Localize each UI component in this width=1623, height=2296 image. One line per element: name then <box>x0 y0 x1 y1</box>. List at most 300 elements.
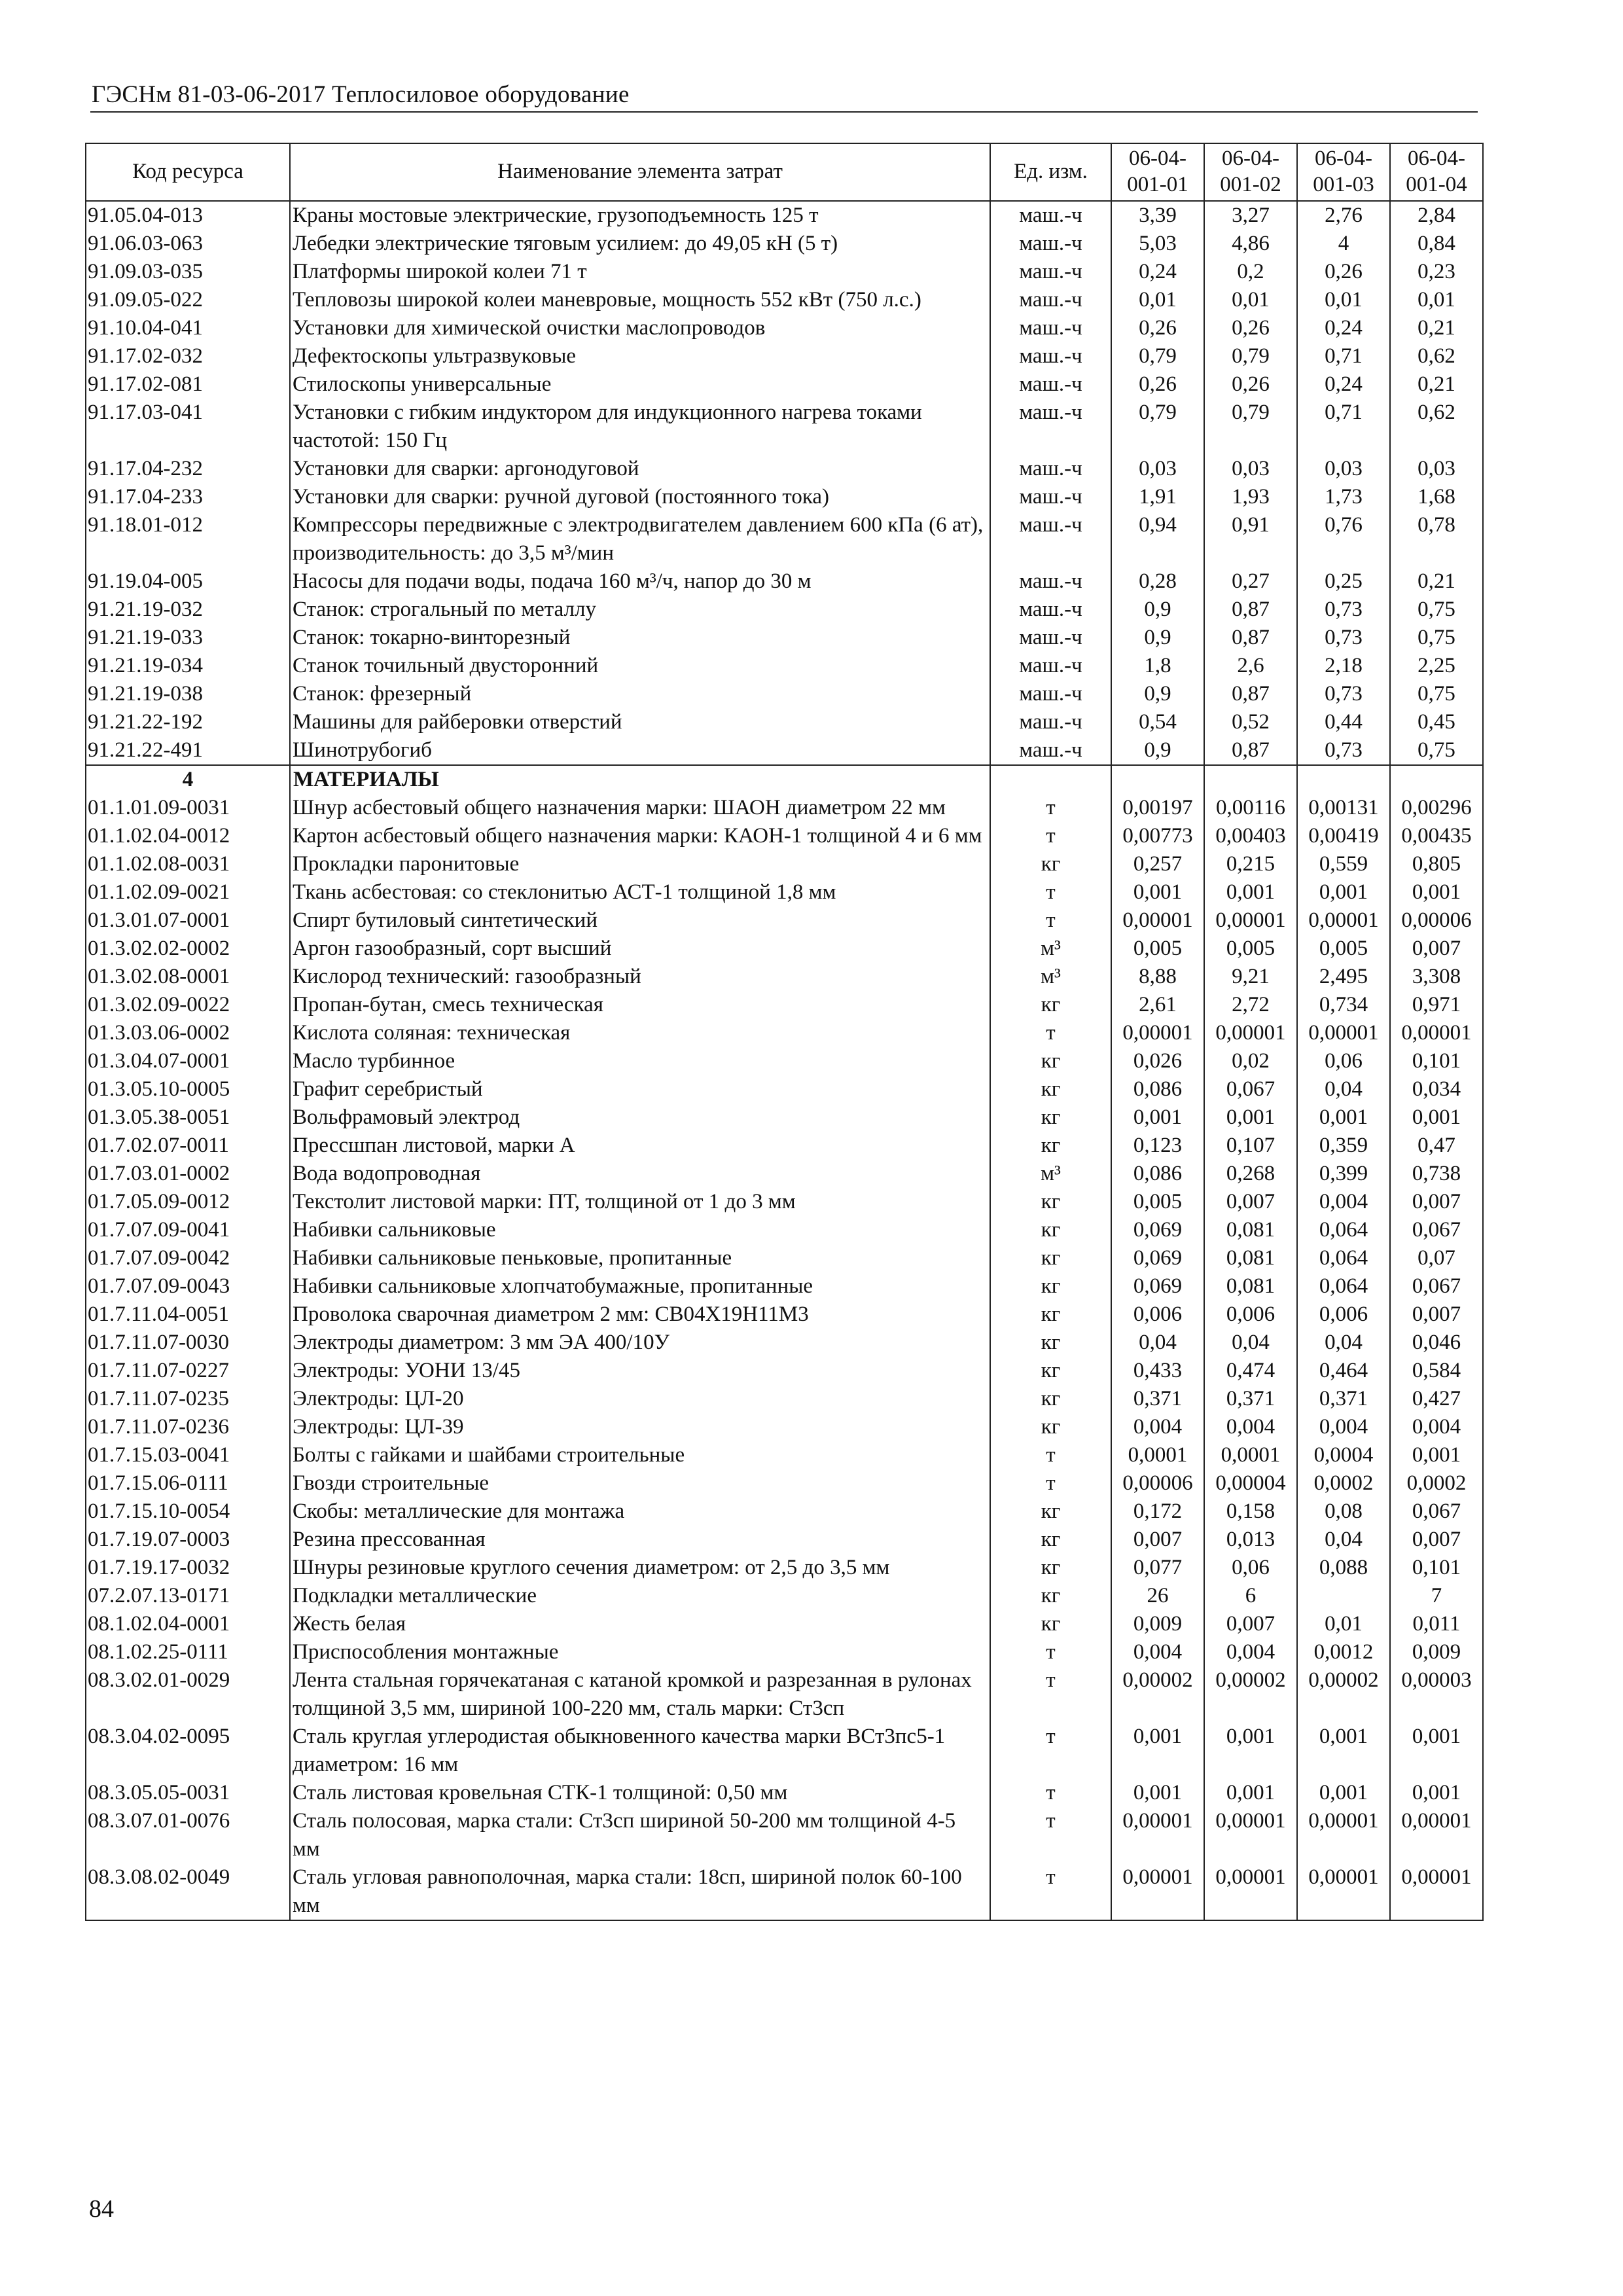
value-cell: 0,00403 <box>1204 822 1297 850</box>
value-cell: 0,00131 <box>1297 794 1390 822</box>
table-row <box>86 1385 1483 1413</box>
value-cell: 0,94 <box>1111 511 1204 567</box>
resource-code: 01.1.01.09-0031 <box>86 794 290 822</box>
unit-cell: маш.-ч <box>990 680 1111 708</box>
value-cell: 3,308 <box>1390 963 1483 991</box>
resource-code: 01.7.11.07-0030 <box>86 1329 290 1357</box>
resource-code: 08.1.02.04-0001 <box>86 1610 290 1638</box>
resource-name: Дефектоскопы ультразвуковые <box>290 342 990 370</box>
unit-cell: маш.-ч <box>990 314 1111 342</box>
table-row <box>86 399 1483 455</box>
unit-cell: кг <box>990 1103 1111 1132</box>
value-cell: 0,21 <box>1390 370 1483 399</box>
value-cell: 0,24 <box>1111 258 1204 286</box>
value-cell: 0,0001 <box>1204 1441 1297 1469</box>
value-cell: 0,24 <box>1297 370 1390 399</box>
unit-cell: маш.-ч <box>990 399 1111 455</box>
table-row <box>86 1723 1483 1779</box>
resource-code: 01.7.19.07-0003 <box>86 1526 290 1554</box>
resource-code: 01.7.02.07-0011 <box>86 1132 290 1160</box>
value-cell: 0,03 <box>1297 455 1390 483</box>
value-cell: 0,01 <box>1297 1610 1390 1638</box>
value-cell: 0,001 <box>1204 1103 1297 1132</box>
resource-name: Набивки сальниковые <box>290 1216 990 1244</box>
section-number: 4 <box>86 765 290 794</box>
table-row <box>86 963 1483 991</box>
table-row <box>86 1188 1483 1216</box>
value-cell: 0,007 <box>1390 1188 1483 1216</box>
value-cell: 0,001 <box>1297 1779 1390 1807</box>
value-cell: 0,00001 <box>1297 1863 1390 1920</box>
value-cell: 0,06 <box>1297 1047 1390 1075</box>
column-header: Наименование элемента затрат <box>290 143 990 201</box>
unit-cell: м³ <box>990 963 1111 991</box>
value-cell: 0,26 <box>1204 370 1297 399</box>
value-cell: 3,39 <box>1111 201 1204 230</box>
value-cell: 0,268 <box>1204 1160 1297 1188</box>
resource-code: 08.1.02.25-0111 <box>86 1638 290 1666</box>
value-cell: 0,00001 <box>1297 906 1390 935</box>
value-cell: 6 <box>1204 1582 1297 1610</box>
value-cell: 0,0002 <box>1390 1469 1483 1498</box>
value-cell: 0,001 <box>1297 878 1390 906</box>
resource-name: Платформы широкой колеи 71 т <box>290 258 990 286</box>
value-cell: 0,00001 <box>1204 906 1297 935</box>
unit-cell: маш.-ч <box>990 483 1111 511</box>
resource-name: Стилоскопы универсальные <box>290 370 990 399</box>
value-cell: 1,73 <box>1297 483 1390 511</box>
resource-code: 01.3.02.09-0022 <box>86 991 290 1019</box>
resource-name: Компрессоры передвижные с электродвигателем давлением 600 кПа (6 ат), производительность: до 3,5 м³/мин <box>290 511 990 567</box>
value-cell: 0,067 <box>1390 1216 1483 1244</box>
value-cell: 0,399 <box>1297 1160 1390 1188</box>
value-cell: 0,009 <box>1111 1610 1204 1638</box>
resource-name: Электроды диаметром: 3 мм ЭА 400/10У <box>290 1329 990 1357</box>
resource-code: 01.3.04.07-0001 <box>86 1047 290 1075</box>
value-cell: 0,001 <box>1390 1441 1483 1469</box>
table-row <box>86 794 1483 822</box>
resource-table <box>85 143 1484 1921</box>
unit-cell: кг <box>990 1385 1111 1413</box>
table-row <box>86 1132 1483 1160</box>
resource-code: 91.17.02-032 <box>86 342 290 370</box>
value-cell: 0,00001 <box>1390 1807 1483 1863</box>
resource-name: Станок точильный двусторонний <box>290 652 990 680</box>
value-cell: 0,45 <box>1390 708 1483 736</box>
resource-name: Электроды: ЦЛ-39 <box>290 1413 990 1441</box>
value-cell: 0,005 <box>1297 935 1390 963</box>
value-cell: 0,00197 <box>1111 794 1204 822</box>
unit-cell: маш.-ч <box>990 567 1111 596</box>
value-cell: 0,004 <box>1390 1413 1483 1441</box>
resource-name: Установки для сварки: аргонодуговой <box>290 455 990 483</box>
resource-name: Сталь полосовая, марка стали: Ст3сп шириной 50-200 мм толщиной 4-5 мм <box>290 1807 990 1863</box>
resource-name: Скобы: металлические для монтажа <box>290 1498 990 1526</box>
unit-cell: маш.-ч <box>990 342 1111 370</box>
value-cell: 0,001 <box>1297 1723 1390 1779</box>
value-cell: 0,00006 <box>1111 1469 1204 1498</box>
value-cell: 0,433 <box>1111 1357 1204 1385</box>
resource-code: 01.7.05.09-0012 <box>86 1188 290 1216</box>
resource-name: Машины для райберовки отверстий <box>290 708 990 736</box>
value-cell: 0,064 <box>1297 1216 1390 1244</box>
value-cell: 0,00001 <box>1390 1019 1483 1047</box>
value-cell: 7 <box>1390 1582 1483 1610</box>
value-cell: 0,007 <box>1390 1300 1483 1329</box>
value-cell: 0,001 <box>1204 1723 1297 1779</box>
resource-name: Кислота соляная: техническая <box>290 1019 990 1047</box>
value-cell: 0,464 <box>1297 1357 1390 1385</box>
value-cell: 0,26 <box>1297 258 1390 286</box>
value-cell: 4 <box>1297 230 1390 258</box>
value-cell: 0,73 <box>1297 736 1390 765</box>
value-cell: 0,158 <box>1204 1498 1297 1526</box>
resource-code: 91.21.22-192 <box>86 708 290 736</box>
resource-name: Сталь угловая равнополочная, марка стали: 18сп, шириной полок 60-100 мм <box>290 1863 990 1920</box>
value-cell: 0,067 <box>1390 1272 1483 1300</box>
unit-cell: т <box>990 1723 1111 1779</box>
value-cell: 0,069 <box>1111 1272 1204 1300</box>
unit-cell: кг <box>990 1272 1111 1300</box>
table-row <box>86 1666 1483 1723</box>
value-cell: 0,001 <box>1390 878 1483 906</box>
value-cell: 0,001 <box>1390 1723 1483 1779</box>
unit-cell: кг <box>990 1526 1111 1554</box>
value-cell: 0,00001 <box>1297 1019 1390 1047</box>
unit-cell: т <box>990 1779 1111 1807</box>
resource-code: 91.21.19-033 <box>86 624 290 652</box>
value-cell: 0,26 <box>1111 370 1204 399</box>
unit-cell: т <box>990 1863 1111 1920</box>
resource-name: Вода водопроводная <box>290 1160 990 1188</box>
value-cell: 0,006 <box>1204 1300 1297 1329</box>
empty-cell <box>1297 765 1390 794</box>
value-cell: 0,101 <box>1390 1554 1483 1582</box>
value-cell: 0,00006 <box>1390 906 1483 935</box>
value-cell: 0,03 <box>1111 455 1204 483</box>
column-header: 06-04-001-02 <box>1204 143 1297 201</box>
value-cell: 2,6 <box>1204 652 1297 680</box>
table-row <box>86 1610 1483 1638</box>
resource-code: 91.21.19-032 <box>86 596 290 624</box>
resource-code: 91.17.03-041 <box>86 399 290 455</box>
value-cell: 0,24 <box>1297 314 1390 342</box>
unit-cell: маш.-ч <box>990 286 1111 314</box>
value-cell: 0,00001 <box>1204 1019 1297 1047</box>
unit-cell: кг <box>990 1047 1111 1075</box>
value-cell: 0,08 <box>1297 1498 1390 1526</box>
table-row <box>86 483 1483 511</box>
resource-code: 01.7.19.17-0032 <box>86 1554 290 1582</box>
page-header <box>90 77 1478 113</box>
unit-cell: кг <box>990 1300 1111 1329</box>
table-row <box>86 935 1483 963</box>
value-cell: 0,03 <box>1204 455 1297 483</box>
table-row <box>86 1103 1483 1132</box>
value-cell: 0,107 <box>1204 1132 1297 1160</box>
value-cell: 0,01 <box>1297 286 1390 314</box>
resource-code: 01.3.03.06-0002 <box>86 1019 290 1047</box>
value-cell: 0,005 <box>1204 935 1297 963</box>
resource-name: Вольфрамовый электрод <box>290 1103 990 1132</box>
resource-code: 91.10.04-041 <box>86 314 290 342</box>
value-cell: 0,78 <box>1390 511 1483 567</box>
value-cell: 0,0004 <box>1297 1441 1390 1469</box>
resource-code: 08.3.07.01-0076 <box>86 1807 290 1863</box>
value-cell: 1,91 <box>1111 483 1204 511</box>
document-title: ГЭСНм 81-03-06-2017 Теплосиловое оборудование <box>92 81 630 108</box>
unit-cell: т <box>990 1019 1111 1047</box>
resource-name: Электроды: ЦЛ-20 <box>290 1385 990 1413</box>
resource-code: 08.3.02.01-0029 <box>86 1666 290 1723</box>
value-cell: 0,081 <box>1204 1244 1297 1272</box>
unit-cell: маш.-ч <box>990 652 1111 680</box>
section-title: МАТЕРИАЛЫ <box>290 765 990 794</box>
value-cell: 0,026 <box>1111 1047 1204 1075</box>
value-cell: 0,427 <box>1390 1385 1483 1413</box>
value-cell: 0,73 <box>1297 596 1390 624</box>
value-cell: 1,68 <box>1390 483 1483 511</box>
value-cell: 0,21 <box>1390 314 1483 342</box>
value-cell: 0,21 <box>1390 567 1483 596</box>
value-cell: 0,013 <box>1204 1526 1297 1554</box>
table-row <box>86 1582 1483 1610</box>
resource-name: Лебедки электрические тяговым усилием: до 49,05 кН (5 т) <box>290 230 990 258</box>
unit-cell: кг <box>990 1188 1111 1216</box>
value-cell: 0,00419 <box>1297 822 1390 850</box>
resource-code: 91.21.19-034 <box>86 652 290 680</box>
value-cell: 0,9 <box>1111 596 1204 624</box>
value-cell: 0,00001 <box>1111 1019 1204 1047</box>
value-cell: 2,18 <box>1297 652 1390 680</box>
resource-name: Электроды: УОНИ 13/45 <box>290 1357 990 1385</box>
resource-code: 01.7.07.09-0043 <box>86 1272 290 1300</box>
value-cell: 0,06 <box>1204 1554 1297 1582</box>
resource-code: 01.7.03.01-0002 <box>86 1160 290 1188</box>
value-cell: 0,00001 <box>1111 906 1204 935</box>
value-cell: 0,001 <box>1111 1779 1204 1807</box>
value-cell: 0,001 <box>1390 1779 1483 1807</box>
table-row <box>86 286 1483 314</box>
value-cell: 0,001 <box>1204 1779 1297 1807</box>
unit-cell: м³ <box>990 1160 1111 1188</box>
value-cell: 0,00002 <box>1204 1666 1297 1723</box>
resource-code: 01.1.02.04-0012 <box>86 822 290 850</box>
resource-code: 91.17.04-232 <box>86 455 290 483</box>
value-cell: 0,75 <box>1390 624 1483 652</box>
column-header: 06-04-001-03 <box>1297 143 1390 201</box>
value-cell: 0,004 <box>1204 1638 1297 1666</box>
resource-name: Пропан-бутан, смесь техническая <box>290 991 990 1019</box>
table-row <box>86 1047 1483 1075</box>
value-cell: 0,27 <box>1204 567 1297 596</box>
resource-code: 91.17.04-233 <box>86 483 290 511</box>
unit-cell: маш.-ч <box>990 511 1111 567</box>
table-row <box>86 201 1483 230</box>
table-row <box>86 596 1483 624</box>
value-cell: 0,26 <box>1204 314 1297 342</box>
table-row <box>86 314 1483 342</box>
page-number: 84 <box>89 2195 114 2223</box>
value-cell: 0,371 <box>1297 1385 1390 1413</box>
value-cell: 2,72 <box>1204 991 1297 1019</box>
value-cell: 0,081 <box>1204 1216 1297 1244</box>
column-header: Код ресурса <box>86 143 290 201</box>
value-cell: 26 <box>1111 1582 1204 1610</box>
value-cell: 0,00116 <box>1204 794 1297 822</box>
value-cell: 0,47 <box>1390 1132 1483 1160</box>
unit-cell: маш.-ч <box>990 624 1111 652</box>
unit-cell: кг <box>990 1357 1111 1385</box>
resource-name: Шнуры резиновые круглого сечения диаметром: от 2,5 до 3,5 мм <box>290 1554 990 1582</box>
value-cell: 0,086 <box>1111 1075 1204 1103</box>
value-cell: 0,734 <box>1297 991 1390 1019</box>
value-cell: 0,007 <box>1204 1610 1297 1638</box>
table-row <box>86 1272 1483 1300</box>
unit-cell: м³ <box>990 935 1111 963</box>
value-cell: 0,001 <box>1111 1103 1204 1132</box>
table-row <box>86 258 1483 286</box>
resource-code: 91.18.01-012 <box>86 511 290 567</box>
resource-name: Станок: токарно-винторезный <box>290 624 990 652</box>
value-cell: 8,88 <box>1111 963 1204 991</box>
value-cell: 0,91 <box>1204 511 1297 567</box>
resource-name: Лента стальная горячекатаная с катаной кромкой и разрезанная в рулонах толщиной 3,5 мм, шириной 100-220 мм, сталь марки: Ст3сп <box>290 1666 990 1723</box>
resource-code: 01.3.02.02-0002 <box>86 935 290 963</box>
value-cell: 0,2 <box>1204 258 1297 286</box>
section-row <box>86 765 1483 794</box>
unit-cell: т <box>990 1666 1111 1723</box>
resource-name: Болты с гайками и шайбами строительные <box>290 1441 990 1469</box>
value-cell: 0,064 <box>1297 1244 1390 1272</box>
value-cell: 0,73 <box>1297 680 1390 708</box>
resource-name: Ткань асбестовая: со стеклонитью АСТ-1 толщиной 1,8 мм <box>290 878 990 906</box>
resource-code: 01.7.11.07-0227 <box>86 1357 290 1385</box>
value-cell: 0,26 <box>1111 314 1204 342</box>
value-cell: 0,371 <box>1111 1385 1204 1413</box>
value-cell: 0,00296 <box>1390 794 1483 822</box>
resource-name: Набивки сальниковые хлопчатобумажные, пропитанные <box>290 1272 990 1300</box>
empty-cell <box>990 765 1111 794</box>
value-cell: 0,71 <box>1297 342 1390 370</box>
value-cell: 0,086 <box>1111 1160 1204 1188</box>
table-row <box>86 455 1483 483</box>
table-row <box>86 680 1483 708</box>
value-cell: 0,007 <box>1111 1526 1204 1554</box>
value-cell: 9,21 <box>1204 963 1297 991</box>
value-cell: 0,84 <box>1390 230 1483 258</box>
table-row <box>86 624 1483 652</box>
table-row <box>86 1779 1483 1807</box>
table-row <box>86 708 1483 736</box>
resource-name: Кислород технический: газообразный <box>290 963 990 991</box>
empty-cell <box>1204 765 1297 794</box>
table-row <box>86 1441 1483 1469</box>
value-cell: 0,034 <box>1390 1075 1483 1103</box>
value-cell: 0,04 <box>1297 1526 1390 1554</box>
value-cell: 0,04 <box>1297 1329 1390 1357</box>
value-cell: 0,069 <box>1111 1244 1204 1272</box>
table-row <box>86 1554 1483 1582</box>
value-cell: 0,79 <box>1111 342 1204 370</box>
unit-cell: т <box>990 906 1111 935</box>
resource-code: 91.21.22-491 <box>86 736 290 765</box>
table-row <box>86 567 1483 596</box>
value-cell: 0,01 <box>1111 286 1204 314</box>
value-cell: 0,006 <box>1111 1300 1204 1329</box>
value-cell: 2,495 <box>1297 963 1390 991</box>
value-cell: 0,738 <box>1390 1160 1483 1188</box>
table-row <box>86 736 1483 765</box>
value-cell: 0,474 <box>1204 1357 1297 1385</box>
resource-code: 08.3.08.02-0049 <box>86 1863 290 1920</box>
value-cell: 3,27 <box>1204 201 1297 230</box>
value-cell: 0,0012 <box>1297 1638 1390 1666</box>
resource-name: Сталь круглая углеродистая обыкновенного качества марки ВСт3пс5-1 диаметром: 16 мм <box>290 1723 990 1779</box>
unit-cell: кг <box>990 1498 1111 1526</box>
resource-name: Установки для сварки: ручной дуговой (постоянного тока) <box>290 483 990 511</box>
value-cell: 0,00002 <box>1111 1666 1204 1723</box>
value-cell: 0,004 <box>1111 1413 1204 1441</box>
resource-name: Прессшпан листовой, марки А <box>290 1132 990 1160</box>
table-row <box>86 1863 1483 1920</box>
resource-code: 91.19.04-005 <box>86 567 290 596</box>
value-cell: 0,077 <box>1111 1554 1204 1582</box>
value-cell: 0,87 <box>1204 624 1297 652</box>
resource-code: 91.17.02-081 <box>86 370 290 399</box>
value-cell: 0,004 <box>1204 1413 1297 1441</box>
resource-name: Прокладки паронитовые <box>290 850 990 878</box>
resource-name: Жесть белая <box>290 1610 990 1638</box>
resource-code: 01.7.11.07-0236 <box>86 1413 290 1441</box>
value-cell: 0,0002 <box>1297 1469 1390 1498</box>
resource-name: Тепловозы широкой колеи маневровые, мощность 552 кВт (750 л.с.) <box>290 286 990 314</box>
value-cell: 0,00001 <box>1297 1807 1390 1863</box>
value-cell: 0,007 <box>1204 1188 1297 1216</box>
unit-cell: маш.-ч <box>990 201 1111 230</box>
resource-code: 01.1.02.08-0031 <box>86 850 290 878</box>
value-cell: 0,73 <box>1297 624 1390 652</box>
table-row <box>86 878 1483 906</box>
unit-cell: кг <box>990 1075 1111 1103</box>
value-cell: 0,87 <box>1204 596 1297 624</box>
value-cell: 0,00003 <box>1390 1666 1483 1723</box>
table-row <box>86 652 1483 680</box>
resource-code: 01.7.07.09-0042 <box>86 1244 290 1272</box>
resource-name: Установки для химической очистки маслопроводов <box>290 314 990 342</box>
value-cell: 0,001 <box>1390 1103 1483 1132</box>
resource-name: Краны мостовые электрические, грузоподъемность 125 т <box>290 201 990 230</box>
table-row <box>86 1469 1483 1498</box>
value-cell: 0,005 <box>1111 935 1204 963</box>
value-cell: 0,54 <box>1111 708 1204 736</box>
value-cell: 0,04 <box>1297 1075 1390 1103</box>
unit-cell: маш.-ч <box>990 258 1111 286</box>
value-cell: 0,005 <box>1111 1188 1204 1216</box>
value-cell: 0,007 <box>1390 1526 1483 1554</box>
unit-cell: маш.-ч <box>990 370 1111 399</box>
resource-code: 01.7.07.09-0041 <box>86 1216 290 1244</box>
value-cell: 0,011 <box>1390 1610 1483 1638</box>
unit-cell: т <box>990 1638 1111 1666</box>
resource-name: Шнур асбестовый общего назначения марки: ШАОН диаметром 22 мм <box>290 794 990 822</box>
value-cell: 0,067 <box>1390 1498 1483 1526</box>
value-cell: 0,004 <box>1111 1638 1204 1666</box>
value-cell: 0,069 <box>1111 1216 1204 1244</box>
resource-code: 01.3.01.07-0001 <box>86 906 290 935</box>
value-cell: 0,123 <box>1111 1132 1204 1160</box>
unit-cell: т <box>990 822 1111 850</box>
